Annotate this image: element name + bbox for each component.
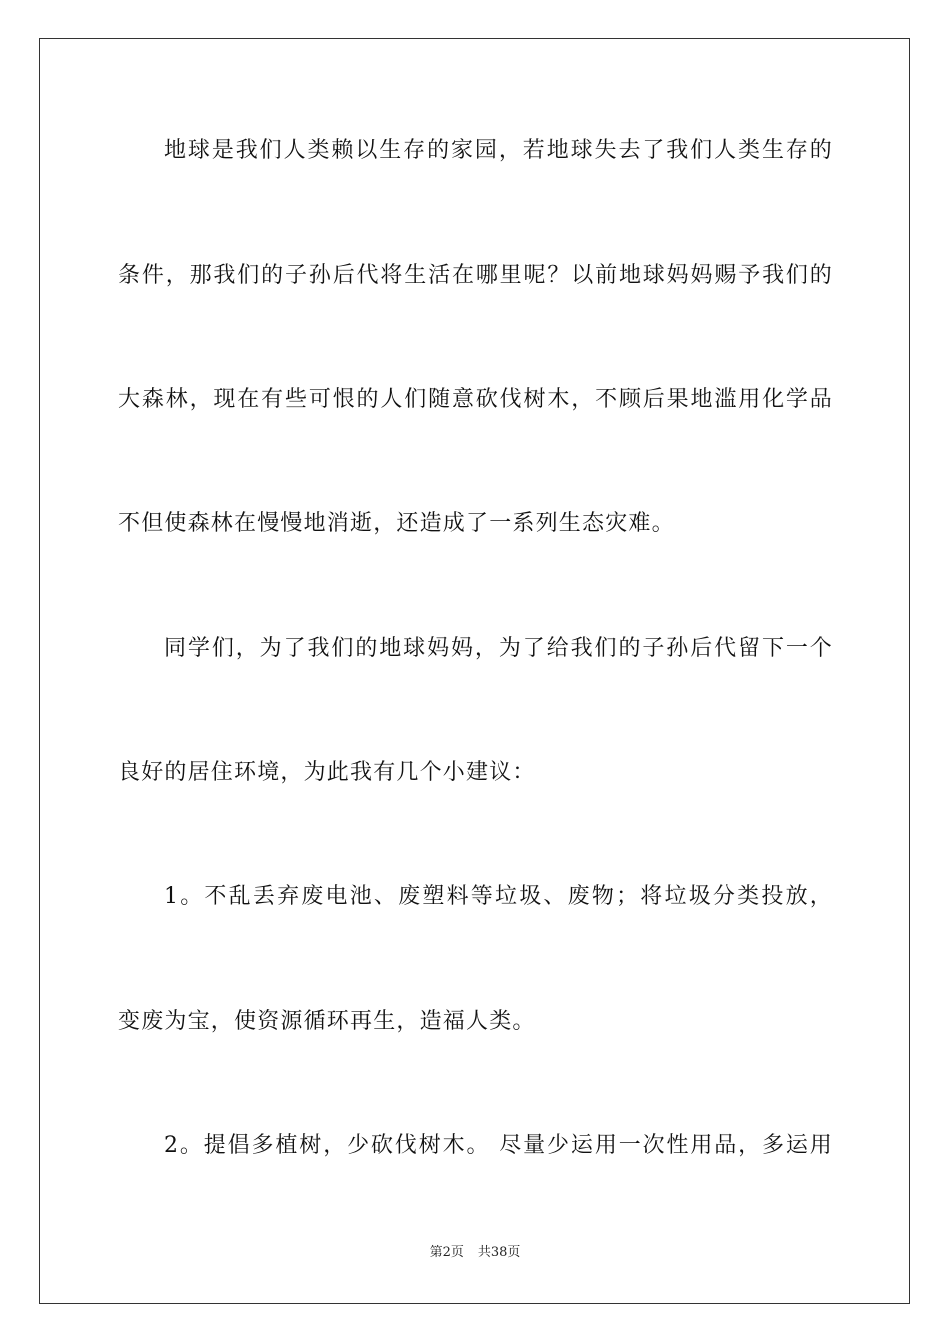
paragraph-2-line-2: 良好的居住环境，为此我有几个小建议： (118, 760, 536, 785)
page-total: 共38页 (477, 1245, 521, 1260)
paragraph-3-line-2: 变废为宝，使资源循环再生，造福人类。 (118, 1009, 536, 1034)
page-footer (0, 1244, 950, 1262)
page-number: 第2页 (429, 1245, 464, 1260)
paragraph-1-line-3: 大森林，现在有些可恨的人们随意砍伐树木，不顾后果地滥用化学品 (118, 387, 833, 412)
paragraph-1-line-2: 条件，那我们的子孙后代将生活在哪里呢？以前地球妈妈赐予我们的 (118, 263, 833, 288)
paragraph-1-line-1: 地球是我们人类赖以生存的家园，若地球失去了我们人类生存的 (164, 138, 833, 163)
paragraph-1-line-4: 不但使森林在慢慢地消逝，还造成了一系列生态灾难。 (118, 511, 675, 536)
paragraph-3-line-1: 1。不乱丢弃废电池、废塑料等垃圾、废物；将垃圾分类投放， (164, 884, 833, 909)
page-border (39, 38, 910, 1304)
paragraph-4-line-1: 2。提倡多植树，少砍伐树木。 尽量少运用一次性用品，多运用 (164, 1133, 833, 1158)
paragraph-2-line-1: 同学们，为了我们的地球妈妈，为了给我们的子孙后代留下一个 (164, 636, 833, 661)
